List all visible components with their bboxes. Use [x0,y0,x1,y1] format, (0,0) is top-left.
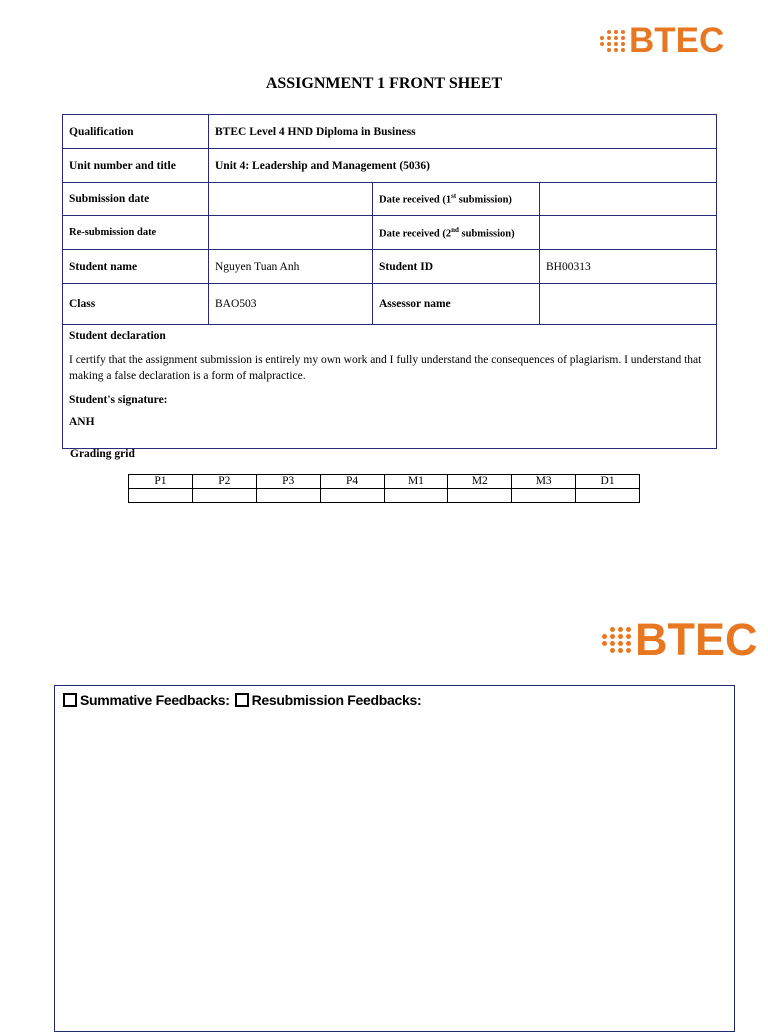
qualification-row [63,115,717,149]
declaration-text: I certify that the assignment submission is entirely my own work and I fully understand the consequences of plagiarism. I understand that making a false declaration is a form of malpractice. [69,354,702,382]
logo-dots-icon [600,30,626,52]
grade-header-p1: P1 [129,475,193,489]
grade-value-p1 [129,489,193,503]
page-title: ASSIGNMENT 1 FRONT SHEET [265,75,503,92]
summative-checkbox-icon[interactable] [63,693,77,707]
grade-header-m1: M1 [384,475,448,489]
resubmission-feedback-label: Resubmission Feedbacks: [251,692,422,708]
logo-text: BTEC [629,21,725,60]
resubmission-row [63,216,717,250]
date-received-1-label: Date received (1st submission) [373,183,540,216]
student-id-value: BH00313 [540,250,717,284]
submission-row [63,183,717,216]
signature-value: ANH [69,416,95,428]
grade-header-d1: D1 [576,475,640,489]
grade-value-m3 [512,489,576,503]
declaration-cell [63,325,717,449]
resubmission-date-value [209,216,373,250]
assessor-value [540,284,717,325]
logo-text: BTEC [635,614,758,665]
class-row [63,284,717,325]
resubmission-checkbox-icon[interactable] [235,693,249,707]
grade-header-p2: P2 [192,475,256,489]
grade-value-p4 [320,489,384,503]
front-sheet-table [62,114,717,449]
class-label: Class [63,284,209,325]
feedback-box[interactable] [54,685,735,1032]
grading-grid-table [128,474,640,503]
grading-header-row [129,475,640,489]
grade-value-d1 [576,489,640,503]
grade-header-p3: P3 [256,475,320,489]
submission-date-value [209,183,373,216]
signature-label: Student's signature: [69,394,168,406]
student-row [63,250,717,284]
grade-header-p4: P4 [320,475,384,489]
date-received-2-label: Date received (2nd submission) [373,216,540,250]
date-received-1-value [540,183,717,216]
grade-value-p3 [256,489,320,503]
grade-header-m2: M2 [448,475,512,489]
resubmission-date-label: Re-submission date [63,216,209,250]
student-name-value: Nguyen Tuan Anh [209,250,373,284]
summative-feedback-label: Summative Feedbacks: [80,692,230,708]
assessor-label: Assessor name [373,284,540,325]
logo-dots-icon [602,627,632,653]
class-value: BAO503 [209,284,373,325]
grading-value-row [129,489,640,503]
student-name-label: Student name [63,250,209,284]
btec-logo [600,22,724,60]
submission-date-label: Submission date [63,183,209,216]
declaration-title: Student declaration [69,330,166,342]
grade-value-m1 [384,489,448,503]
unit-label: Unit number and title [63,149,209,183]
grade-value-m2 [448,489,512,503]
unit-row [63,149,717,183]
grading-grid-label: Grading grid [70,448,135,460]
declaration-row [63,325,717,449]
btec-logo-2 [602,615,758,665]
student-id-label: Student ID [373,250,540,284]
grade-header-m3: M3 [512,475,576,489]
unit-value: Unit 4: Leadership and Management (5036) [209,149,717,183]
feedback-header [63,692,421,708]
date-received-2-value [540,216,717,250]
grade-value-p2 [192,489,256,503]
qualification-value: BTEC Level 4 HND Diploma in Business [209,115,717,149]
qualification-label: Qualification [63,115,209,149]
